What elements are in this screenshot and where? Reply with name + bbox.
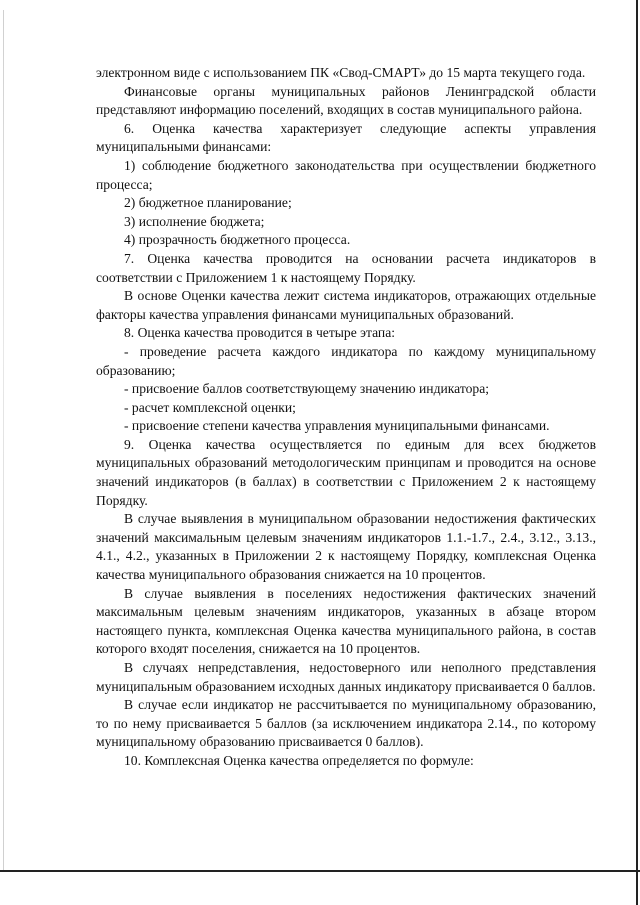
list-item-stage-1: - проведение расчета каждого индикатора по каждому муниципальному образованию; [96,343,596,378]
paragraph-item-7: 7. Оценка качества проводится на основании расчета индикаторов в соответствии с Приложением 1 к настоящему Порядку. [96,250,596,285]
list-item-aspect-1: 1) соблюдение бюджетного законодательства при осуществлении бюджетного процесса; [96,157,596,192]
scan-bottom-border [0,870,640,872]
paragraph-indicator-system: В основе Оценки качества лежит система индикаторов, отражающих отдельные факторы качества управления финансами муниципальных образований. [96,288,596,322]
list-item-stage-4: - присвоение степени качества управления муниципальными финансами. [124,418,550,434]
scan-left-edge [3,10,4,870]
paragraph-zero-points: В случаях непредставления, недостоверного или неполного представления муниципальным образованием исходных данных индикатору присваивается 0 баллов. [96,660,596,694]
paragraph-municipal-reduction: В случае выявления в муниципальном образовании недостижения фактических значений максимальным целевым значениям индикаторов 1.1.-1.7., 2.4., 3.12., 3.13., 4.1., 4.2., указанных в Приложении 2 к настоящему Порядку, комплексная Оценка качества муниципального образования снижается на 10 процентов. [96,511,596,583]
scan-right-border [636,0,638,905]
document-body [96,64,596,771]
paragraph-item-8: 8. Оценка качества проводится в четыре этапа: [124,325,396,341]
list-item-aspect-2: 2) бюджетное планирование; [124,195,292,211]
paragraph-settlement-reduction: В случае выявления в поселениях недостижения фактических значений максимальным целевым значениям индикаторов, указанных в абзаце втором настоящего пункта, комплексная Оценка качества муниципального района, в состав которого входят поселения, снижается на 10 процентов. [96,585,596,657]
list-item-aspect-4: 4) прозрачность бюджетного процесса. [124,232,351,248]
paragraph-five-points: В случае если индикатор не рассчитывается по муниципальному образованию, то по нему присваивается 5 баллов (за исключением индикатора 2.14., по которому муниципальному образованию присваивается 0 баллов). [96,697,596,750]
paragraph-item-10: 10. Комплексная Оценка качества определяется по формуле: [124,752,474,768]
paragraph-continuation: электронном виде с использованием ПК «Свод-СМАРТ» до 15 марта текущего года. [96,65,586,80]
paragraph-financial-organs: Финансовые органы муниципальных районов Ленинградской области представляют информацию поселений, входящих в состав муниципального района. [96,83,596,118]
list-item-stage-2: - присвоение баллов соответствующему значению индикатора; [124,381,489,397]
paragraph-item-6: 6. Оценка качества характеризует следующие аспекты управления муниципальными финансами: [96,120,596,155]
paragraph-item-9: 9. Оценка качества осуществляется по единым для всех бюджетов муниципальных образований методологическим принципам и проводится на основе значений индикаторов (в баллах) в соответствии с Приложением 2 к настоящему Порядку. [96,436,596,508]
list-item-stage-3: - расчет комплексной оценки; [124,399,296,415]
list-item-aspect-3: 3) исполнение бюджета; [124,213,265,229]
